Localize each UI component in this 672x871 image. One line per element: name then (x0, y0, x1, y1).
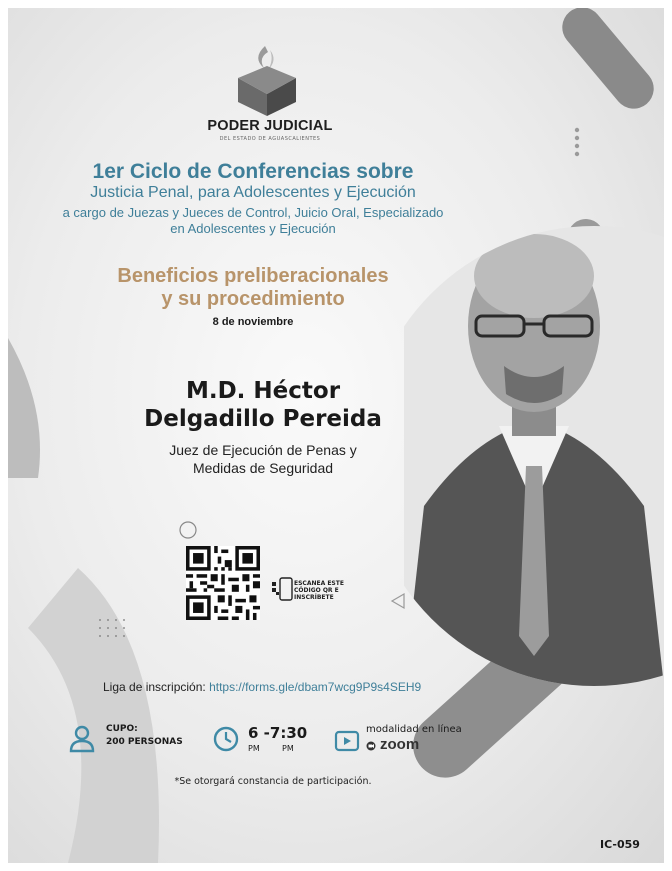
heading-line-4: en Adolescentes y Ejecución (170, 221, 336, 236)
modality-label: modalidad en línea (366, 724, 462, 735)
heading-line-1: 1er Ciclo de Conferencias sobre (92, 160, 414, 183)
logo-title: PODER JUDICIAL (207, 118, 333, 134)
circle-outline (180, 522, 196, 538)
time-separator: - (263, 724, 270, 742)
talk-date: 8 de noviembre (212, 316, 294, 328)
qr-caption-line-1: ESCANEA ESTE (294, 580, 344, 587)
logo-subtitle: DEL ESTADO DE AGUASCALIENTES (219, 136, 321, 142)
talk-title-line-1: Beneficios preliberacionales (117, 265, 389, 287)
camera-icon (366, 741, 378, 751)
speaker-role-line-2: Medidas de Seguridad (192, 460, 334, 476)
capacity-value: 200 PERSONAS (106, 737, 183, 747)
registration-label: Liga de inscripción: (103, 680, 206, 694)
event-poster (8, 8, 664, 863)
phone-qr-icon (272, 576, 294, 602)
video-play-icon (334, 730, 360, 752)
platform-name: zoom (380, 736, 420, 753)
time-start: 6 (248, 724, 259, 742)
time-end: 7:30 (269, 724, 308, 742)
participation-note: *Se otorgará constancia de participación. (174, 776, 372, 787)
speaker-role-line-1: Juez de Ejecución de Penas y (169, 442, 357, 458)
qr-caption-line-3: INSCRÍBETE (294, 594, 334, 601)
time-end-suffix: PM (282, 744, 294, 753)
triangle-outline (392, 594, 404, 608)
logo-emblem (232, 44, 302, 118)
talk-title-line-2: y su procedimiento (161, 288, 345, 310)
registration-link[interactable]: https://forms.gle/dbam7wcg9P9s4SEH9 (209, 680, 422, 694)
qr-caption-line-2: CÓDIGO QR E (294, 587, 339, 594)
registration-qr-code[interactable] (186, 546, 260, 620)
person-icon (68, 725, 96, 753)
speaker-name-line-2: Delgadillo Pereida (144, 406, 382, 432)
poster-code: IC-059 (600, 838, 640, 851)
heading-line-2: Justicia Penal, para Adolescentes y Ejecución (90, 184, 416, 201)
clock-icon (212, 725, 240, 753)
heading-line-3: a cargo de Juezas y Jueces de Control, Juicio Oral, Especializado (62, 205, 444, 220)
time-range (248, 724, 307, 742)
time-start-suffix: PM (248, 744, 260, 753)
registration-line (103, 680, 421, 694)
capacity-label: CUPO: (106, 724, 138, 734)
speaker-name-line-1: M.D. Héctor (185, 378, 341, 404)
